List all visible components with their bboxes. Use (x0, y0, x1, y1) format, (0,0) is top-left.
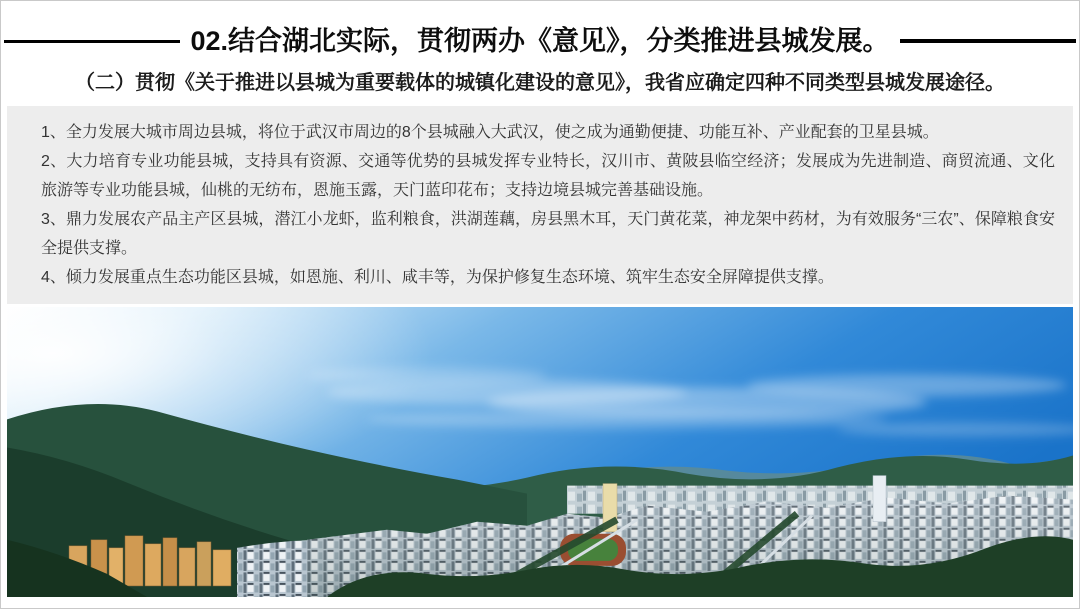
title-rule-left (4, 40, 180, 43)
body-point-4: 4、倾力发展重点生态功能区县城，如恩施、利川、咸丰等，为保护修复生态环境、筑牢生态安全屏障提供支撑。 (41, 269, 834, 287)
body-text-panel (7, 106, 1073, 304)
white-highrise (873, 476, 886, 522)
slide-subtitle: （二）贯彻《关于推进以县城为重要载体的城镇化建设的意见》，我省应确定四种不同类型县城发展途径。 (75, 72, 1005, 95)
body-point-1: 1、全力发展大城市周边县城，将位于武汉市周边的8个县城融入大武汉，使之成为通勤便捷、功能互补、产业配套的卫星县城。 (41, 124, 939, 142)
slide-title: 02.结合湖北实际，贯彻两办《意见》，分类推进县城发展。 (190, 26, 890, 56)
body-point-2: 2、大力培育专业功能县城，支持具有资源、交通等优势的县城发挥专业特长，汉川市、黄陂县临空经济；发展成为先进制造、商贸流通、文化旅游等专业功能县城，仙桃的无纺布，恩施玉露，天门蓝印花布；支持边境县城完善基础设施。 (41, 153, 1055, 200)
panorama-illustration (7, 307, 1073, 597)
title-row (1, 25, 1079, 57)
title-rule-right (900, 39, 1076, 43)
body-point-3: 3、鼎力发展农产品主产区县城，潜江小龙虾，监利粮食，洪湖莲藕，房县黑木耳，天门黄花菜，神龙架中药材，为有效服务“三农”、保障粮食安全提供支撑。 (41, 211, 1055, 258)
city-panorama-photo (7, 307, 1073, 597)
